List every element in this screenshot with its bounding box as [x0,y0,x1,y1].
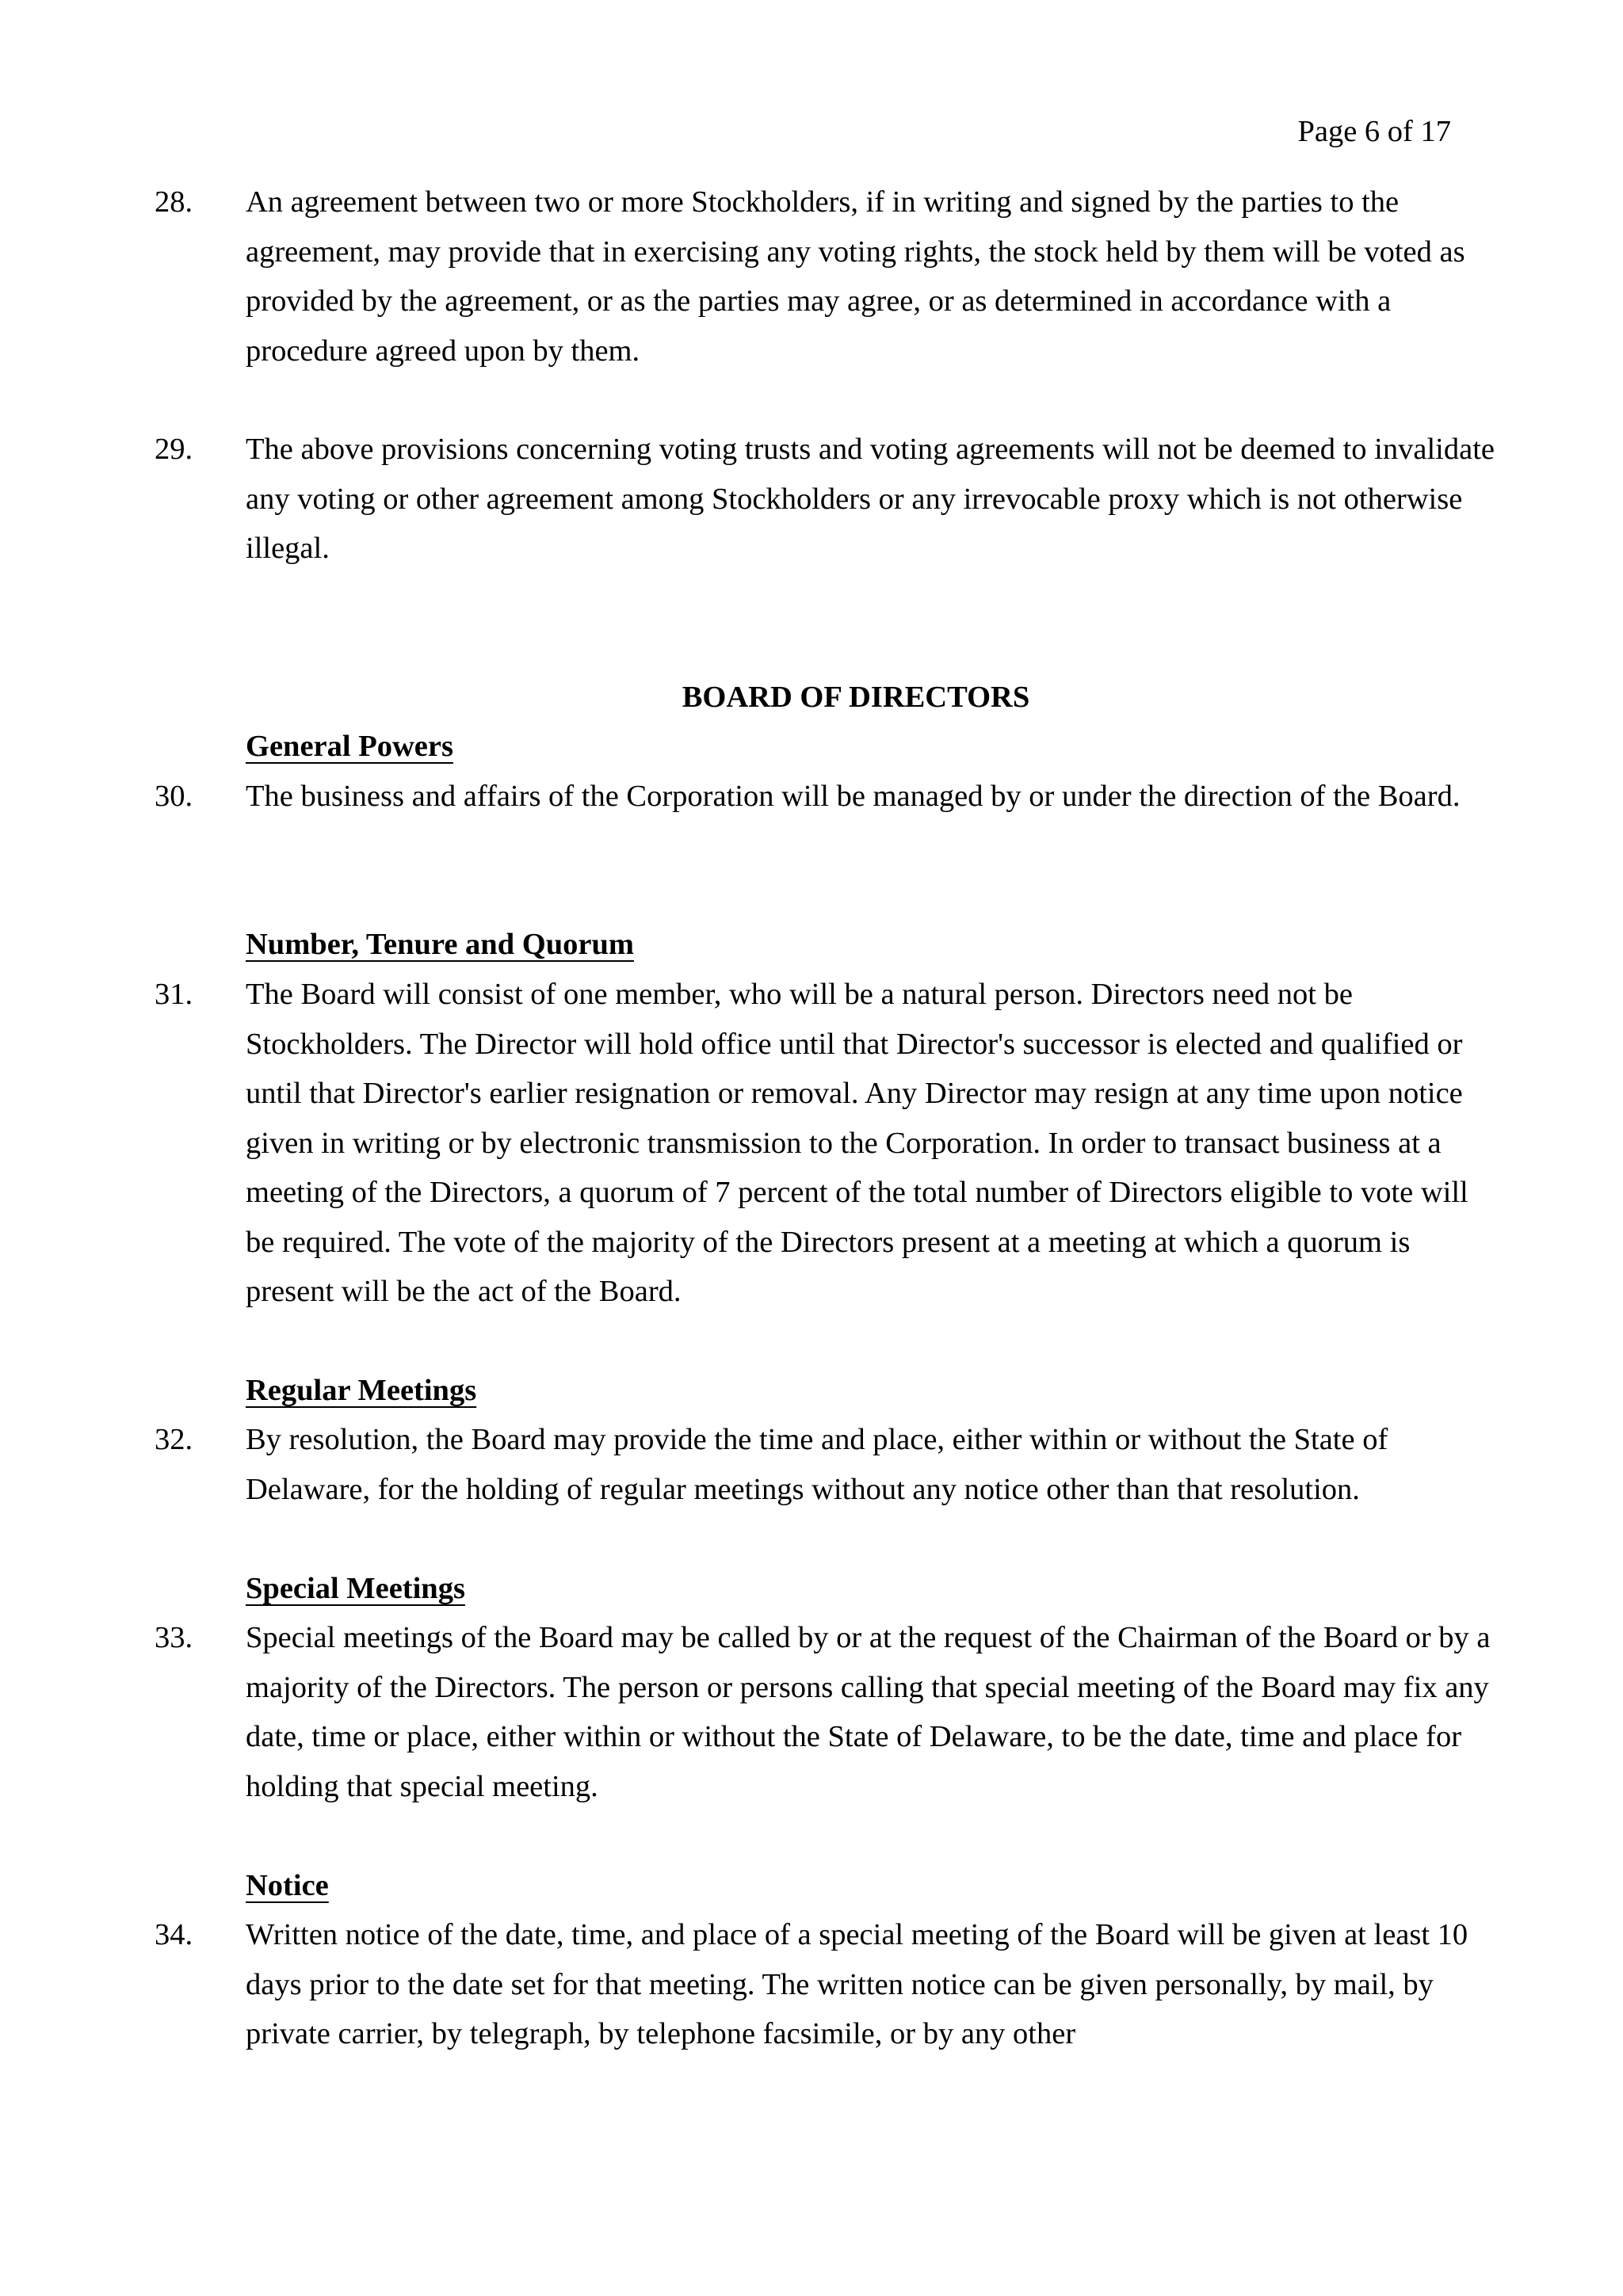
paragraph-28 [155,177,1502,376]
heading-notice: Notice [246,1869,329,1902]
paragraph-30 [155,772,1502,822]
paragraph-text: The business and affairs of the Corporation will be managed by or under the direction of the Board. [246,780,1461,813]
paragraph-number: 33. [155,1621,193,1654]
paragraph-number: 30. [155,780,193,813]
paragraph-text: Written notice of the date, time, and place of a special meeting of the Board will be given at least 10 days prior to the date set for that meeting. The written notice can be given personally, by mail, by private carrier, by telegraph, by telephone facsimile, or by any other [246,1918,1468,2050]
paragraph-31 [155,970,1502,1317]
heading-regular-meetings: Regular Meetings [246,1374,477,1407]
page-number: Page 6 of 17 [1297,115,1451,148]
paragraph-number: 32. [155,1423,193,1456]
heading-number-tenure-quorum: Number, Tenure and Quorum [246,928,634,961]
paragraph-text: An agreement between two or more Stockholders, if in writing and signed by the parties to the agreement, may provide that in exercising any voting rights, the stock held by them will be voted as provided by the agreement, or as the parties may agree, or as determined in accordance with a procedure agreed upon by them. [246,185,1465,368]
paragraph-34 [155,1910,1502,2059]
paragraph-33 [155,1613,1502,1811]
paragraph-29 [155,425,1502,574]
heading-general-powers: General Powers [246,730,453,763]
paragraph-number: 29. [155,433,193,466]
heading-special-meetings: Special Meetings [246,1572,465,1605]
paragraph-text: By resolution, the Board may provide the time and place, either within or without the State of Delaware, for the holding of regular meetings without any notice other than that resolution. [246,1423,1388,1506]
paragraph-32 [155,1415,1502,1514]
paragraph-number: 34. [155,1918,193,1951]
paragraph-number: 31. [155,978,193,1011]
paragraph-number: 28. [155,185,193,219]
section-title: BOARD OF DIRECTORS [682,681,1030,714]
paragraph-text: The above provisions concerning voting trusts and voting agreements will not be deemed to invalidate any voting or other agreement among Stockholders or any irrevocable proxy which is not otherwise illegal. [246,433,1495,565]
paragraph-text: The Board will consist of one member, who will be a natural person. Directors need not be Stockholders. The Director will hold office until that Director's successor is elected and qualified or until that Director's earlier resignation or removal. Any Director may resign at any time upon notice given in writing or by electronic transmission to the Corporation. In order to transact business at a meeting of the Directors, a quorum of 7 percent of the total number of Directors eligible to vote will be required. The vote of the majority of the Directors present at a meeting at which a quorum is present will be the act of the Board. [246,978,1468,1308]
paragraph-text: Special meetings of the Board may be called by or at the request of the Chairman of the Board or by a majority of the Directors. The person or persons calling that special meeting of the Board may fix any date, time or place, either within or without the State of Delaware, to be the date, time and place for holding that special meeting. [246,1621,1491,1803]
